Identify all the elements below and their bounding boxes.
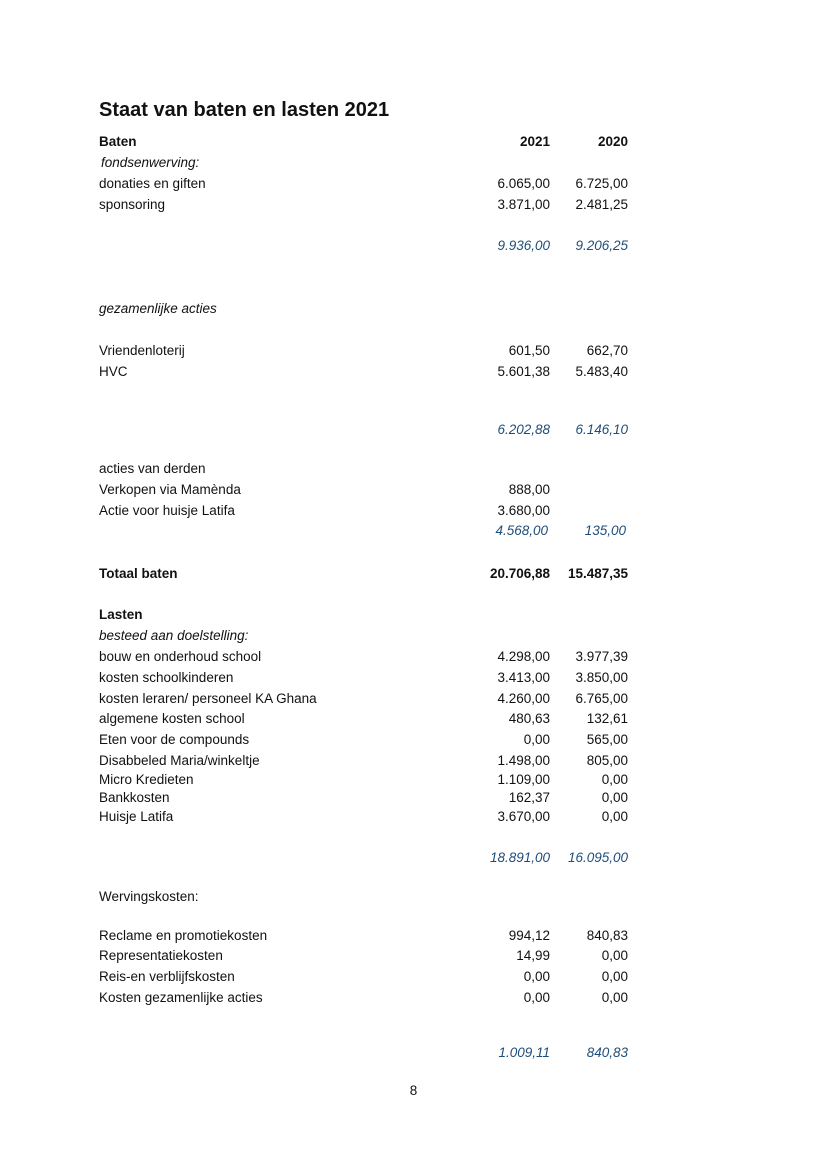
table-row (99, 501, 630, 521)
row-label: bouw en onderhoud school (99, 649, 262, 664)
table-row (99, 174, 630, 194)
value-2021: 1.498,00 (497, 753, 550, 768)
table-row (99, 967, 630, 987)
section-label: Wervingskosten: (99, 889, 199, 904)
row-label: Reclame en promotiekosten (99, 928, 268, 943)
table-row (99, 946, 630, 966)
row-label: donaties en giften (99, 176, 206, 191)
table-row (99, 926, 630, 946)
section-heading-gezamenlijke-acties (99, 299, 630, 319)
value-2021: 480,63 (508, 711, 550, 726)
value-2021: 601,50 (508, 343, 550, 358)
value-2021: 6.065,00 (497, 176, 550, 191)
value-2021: 3.680,00 (497, 503, 550, 518)
section-label: acties van derden (99, 461, 206, 476)
subtotal-2020: 135,00 (584, 523, 626, 538)
table-row (99, 730, 630, 750)
row-label: Micro Kredieten (99, 772, 194, 787)
subtotal-2020: 9.206,25 (575, 238, 628, 253)
lasten-heading (99, 605, 630, 625)
row-label: Eten voor de compounds (99, 732, 250, 747)
page-number: 8 (409, 1083, 418, 1098)
total-2020: 15.487,35 (567, 566, 628, 581)
row-label: Verkopen via Mamènda (99, 482, 241, 497)
value-2020: 0,00 (601, 990, 628, 1005)
value-2020: 6.725,00 (575, 176, 628, 191)
value-2021: 3.670,00 (497, 809, 550, 824)
total-2021: 20.706,88 (489, 566, 550, 581)
column-header-2021: 2021 (519, 134, 550, 149)
value-2021: 994,12 (508, 928, 550, 943)
table-row (99, 988, 630, 1008)
value-2021: 5.601,38 (497, 364, 550, 379)
value-2020: 3.977,39 (575, 649, 628, 664)
column-header-row (99, 132, 630, 152)
subtotal-2021: 1.009,11 (498, 1045, 550, 1060)
value-2020: 0,00 (601, 772, 628, 787)
value-2021: 888,00 (508, 482, 550, 497)
value-2021: 162,37 (508, 790, 550, 805)
value-2020: 6.765,00 (575, 691, 628, 706)
column-header-2020: 2020 (597, 134, 628, 149)
section-label: Lasten (99, 607, 143, 622)
value-2021: 14,99 (516, 948, 550, 963)
subtotal-row-fondsenwerving (99, 236, 630, 256)
section-heading-acties-van-derden (99, 459, 630, 479)
total-row-baten (99, 564, 630, 584)
row-label: Huisje Latifa (99, 809, 174, 824)
value-2020: 2.481,25 (575, 197, 628, 212)
subtotal-row-doelstelling (99, 848, 630, 868)
table-row (99, 709, 630, 729)
row-label: Bankkosten (99, 790, 170, 805)
subtotal-row-gezamenlijke-acties (99, 420, 630, 440)
baten-heading: Baten (99, 134, 137, 149)
value-2020: 3.850,00 (575, 670, 628, 685)
value-2020: 840,83 (586, 928, 628, 943)
subtotal-2020: 6.146,10 (575, 422, 628, 437)
value-2021: 1.109,00 (497, 772, 550, 787)
subtotal-row-wervingskosten (99, 1043, 630, 1063)
row-label: Representatiekosten (99, 948, 223, 963)
page-title: Staat van baten en lasten 2021 (99, 99, 390, 121)
table-row (99, 807, 630, 827)
row-label: sponsoring (99, 197, 166, 212)
table-row (99, 341, 630, 361)
table-row (99, 788, 630, 808)
row-label: Actie voor huisje Latifa (99, 503, 235, 518)
row-label: HVC (99, 364, 128, 379)
row-label: kosten leraren/ personeel KA Ghana (99, 691, 317, 706)
value-2021: 3.871,00 (497, 197, 550, 212)
value-2020: 805,00 (586, 753, 628, 768)
subtotal-row-acties-van-derden (99, 521, 630, 541)
table-row (99, 689, 630, 709)
value-2020: 0,00 (601, 969, 628, 984)
row-label: Reis-en verblijfskosten (99, 969, 235, 984)
subtotal-2021: 6.202,88 (497, 422, 550, 437)
value-2020: 5.483,40 (575, 364, 628, 379)
table-row (99, 668, 630, 688)
section-label: fondsenwerving: (101, 155, 200, 170)
value-2021: 0,00 (523, 969, 550, 984)
value-2021: 0,00 (523, 990, 550, 1005)
table-row (99, 195, 630, 215)
value-2021: 0,00 (523, 732, 550, 747)
row-label: Kosten gezamenlijke acties (99, 990, 263, 1005)
row-label: kosten schoolkinderen (99, 670, 234, 685)
subtotal-2020: 16.095,00 (567, 850, 628, 865)
value-2020: 0,00 (601, 809, 628, 824)
table-row (99, 480, 630, 500)
subtotal-2021: 18.891,00 (489, 850, 550, 865)
subtotal-2021: 9.936,00 (497, 238, 550, 253)
table-row (99, 751, 630, 771)
section-label: besteed aan doelstelling: (99, 628, 249, 643)
value-2020: 0,00 (601, 790, 628, 805)
value-2020: 0,00 (601, 948, 628, 963)
row-label: algemene kosten school (99, 711, 245, 726)
subtotal-2021: 4.568,00 (495, 523, 548, 538)
value-2020: 662,70 (586, 343, 628, 358)
value-2021: 4.260,00 (497, 691, 550, 706)
value-2021: 3.413,00 (497, 670, 550, 685)
table-row (99, 770, 630, 790)
subtotal-2020: 840,83 (586, 1045, 628, 1060)
row-label: Vriendenloterij (99, 343, 185, 358)
table-row (99, 647, 630, 667)
row-label: Totaal baten (99, 566, 178, 581)
section-heading-fondsenwerving (99, 153, 630, 173)
section-heading-wervingskosten (99, 887, 630, 907)
table-row (99, 362, 630, 382)
value-2020: 132,61 (586, 711, 628, 726)
section-heading-doelstelling (99, 626, 630, 646)
section-label: gezamenlijke acties (99, 301, 217, 316)
value-2021: 4.298,00 (497, 649, 550, 664)
row-label: Disabbeled Maria/winkeltje (99, 753, 260, 768)
value-2020: 565,00 (586, 732, 628, 747)
